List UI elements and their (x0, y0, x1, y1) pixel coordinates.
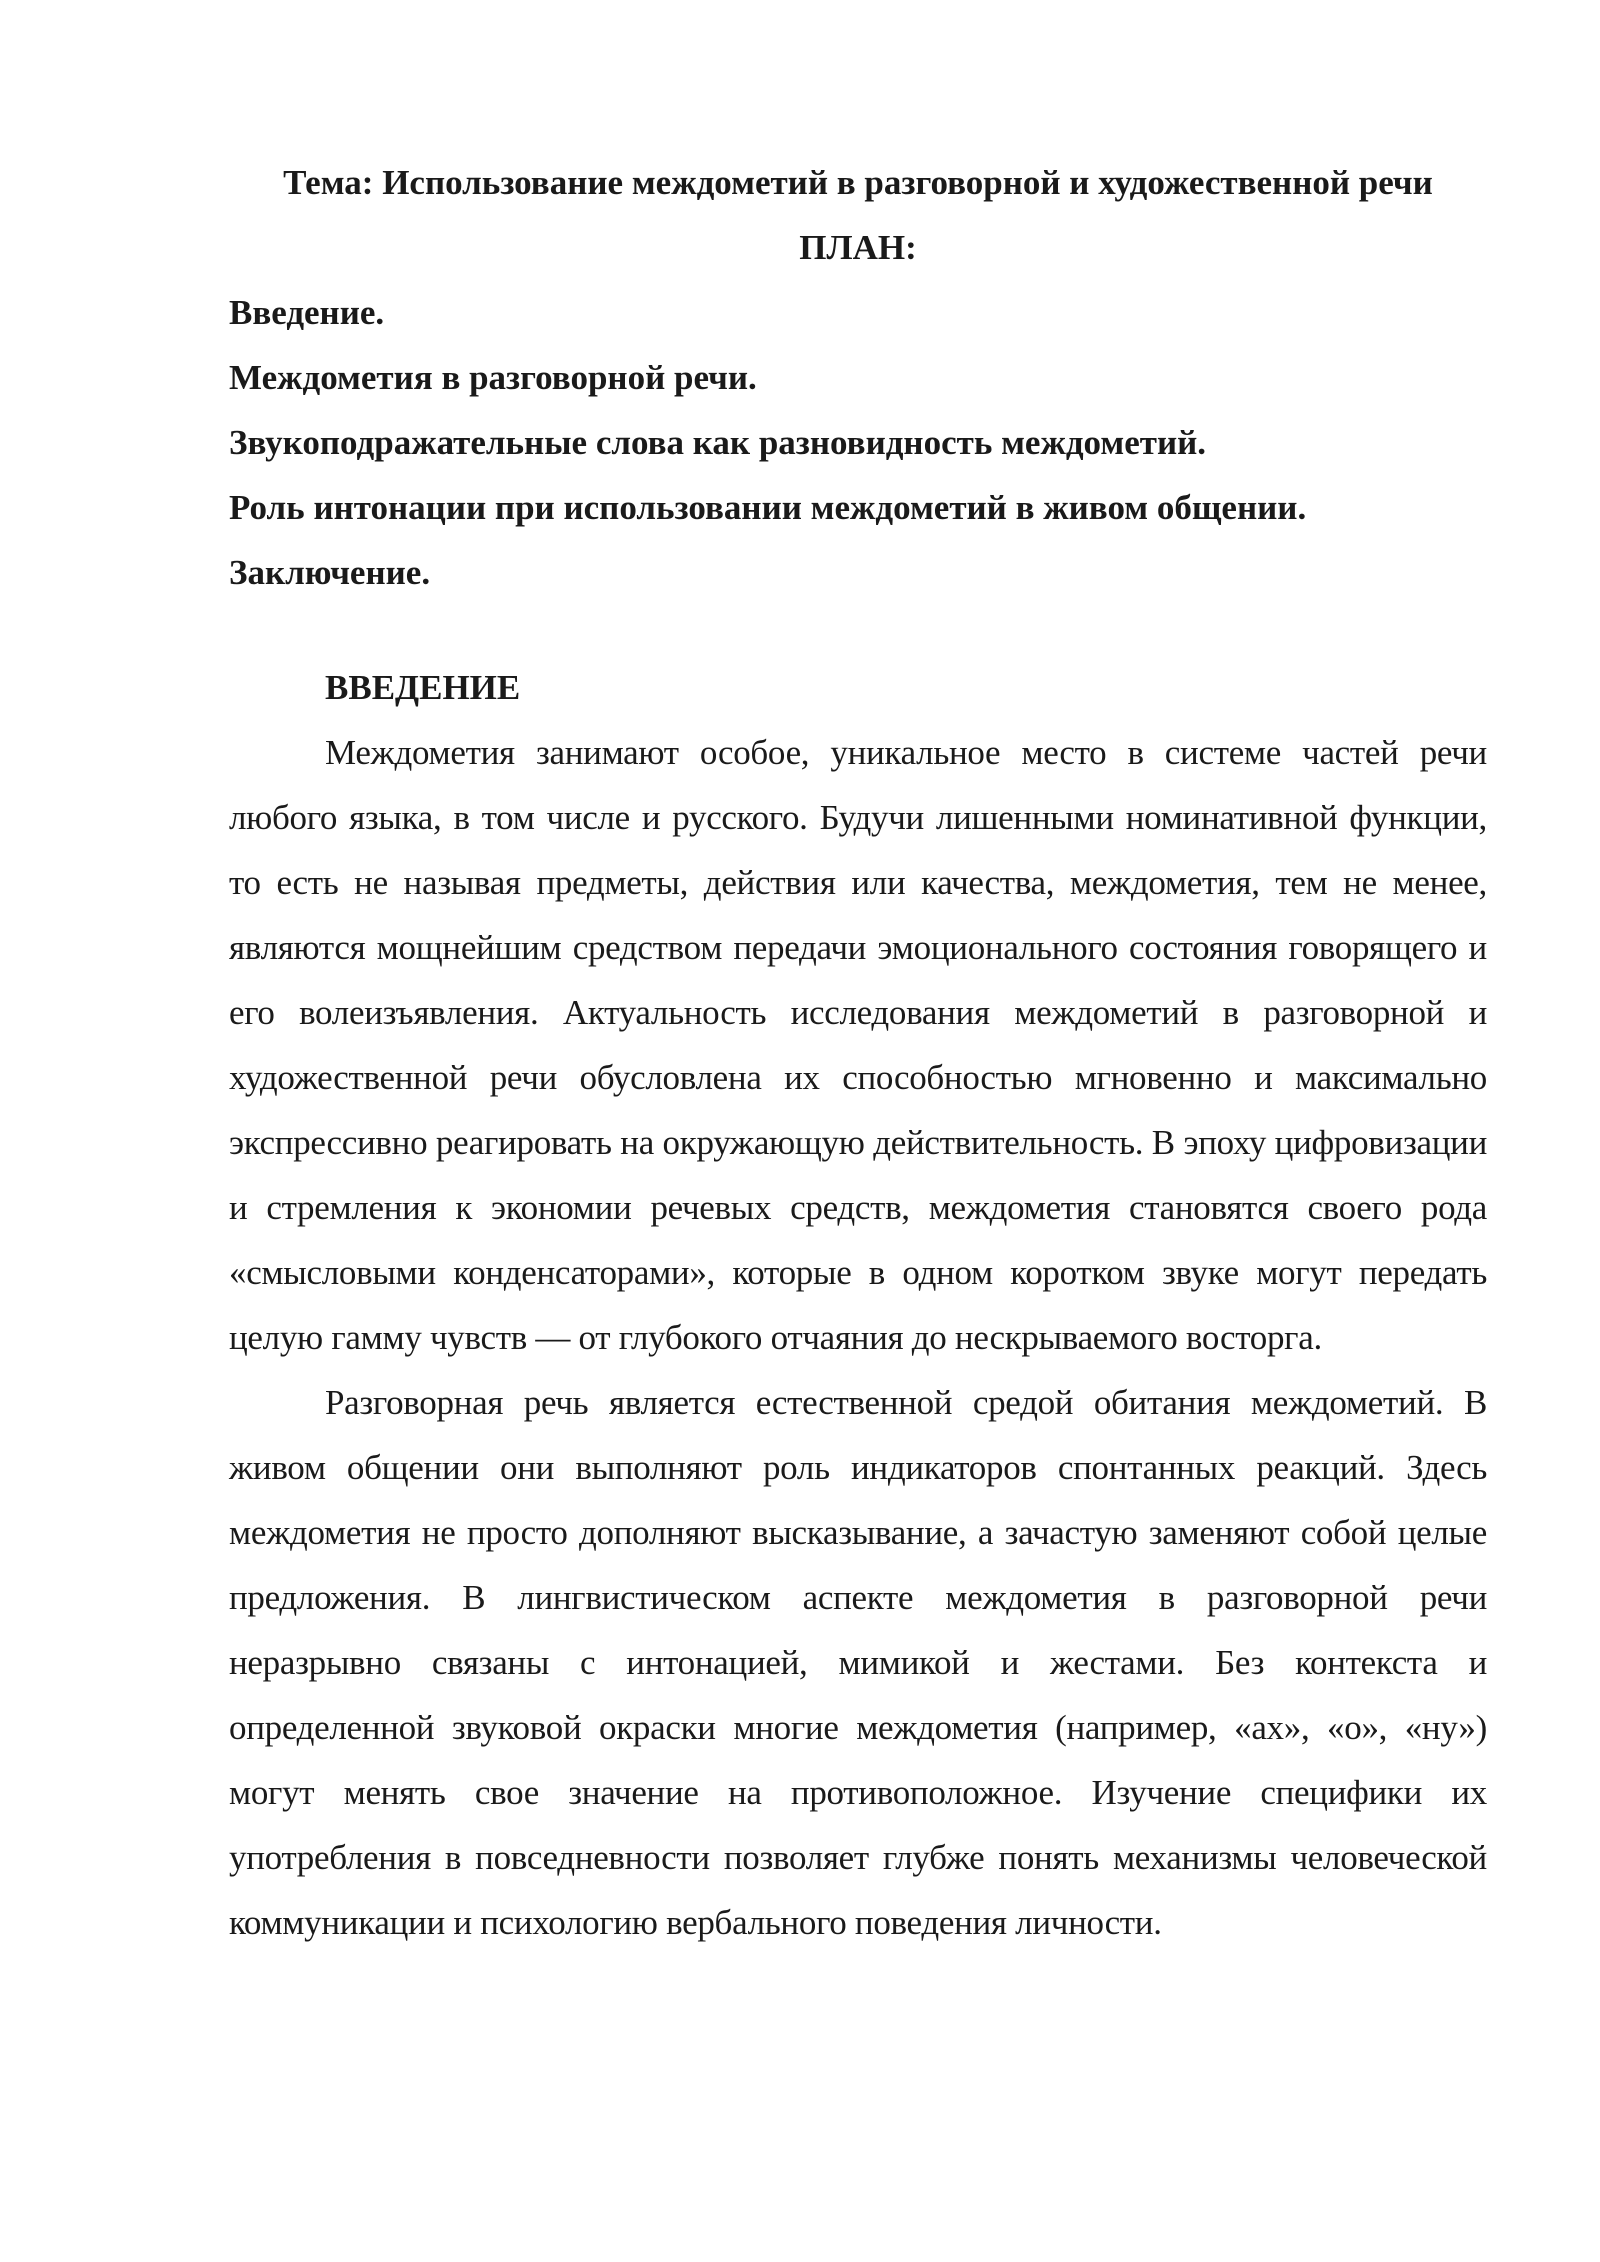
document-page (229, 150, 1487, 1955)
plan-item: Введение. (229, 293, 385, 332)
plan-list (229, 280, 1487, 605)
section-heading-introduction: ВВЕДЕНИЕ (325, 668, 521, 707)
body-paragraph: Разговорная речь является естественной средой обитания междометий. В живом общении они выполняют роль индикаторов спонтанных реакций. Здесь междометия не просто дополняют высказывание, а зачастую заменяют собой целые предложения. В лингвистическом аспекте междометия в разговорной речи неразрывно связаны с интонацией, мимикой и жестами. Без контекста и определенной звуковой окраски многие междометия (например, «ах», «о», «ну») могут менять свое значение на противоположное. Изучение специфики их употребления в повседневности позволяет глубже понять механизмы человеческой коммуникации и психологию вербального поведения личности. (229, 1383, 1487, 1942)
plan-item: Заключение. (229, 553, 431, 592)
body-paragraph: Междометия занимают особое, уникальное место в системе частей речи любого языка, в том числе и русского. Будучи лишенными номинативной функции, то есть не называя предметы, действия или качества, междометия, тем не менее, являются мощнейшим средством передачи эмоционального состояния говорящего и его волеизъявления. Актуальность исследования междометий в разговорной и художественной речи обусловлена их способностью мгновенно и максимально экспрессивно реагировать на окружающую действительность. В эпоху цифровизации и стремления к экономии речевых средств, междометия становятся своего рода «смысловыми конденсаторами», которые в одном коротком звуке могут передать целую гамму чувств — от глубокого отчаяния до нескрываемого восторга. (229, 733, 1487, 1357)
plan-item: Звукоподражательные слова как разновидность междометий. (229, 423, 1207, 462)
plan-item: Междометия в разговорной речи. (229, 358, 757, 397)
document-title: Тема: Использование междометий в разговорной и художественной речи (283, 163, 1433, 202)
plan-item: Роль интонации при использовании междометий в живом общении. (229, 488, 1307, 527)
plan-heading: ПЛАН: (799, 228, 917, 267)
